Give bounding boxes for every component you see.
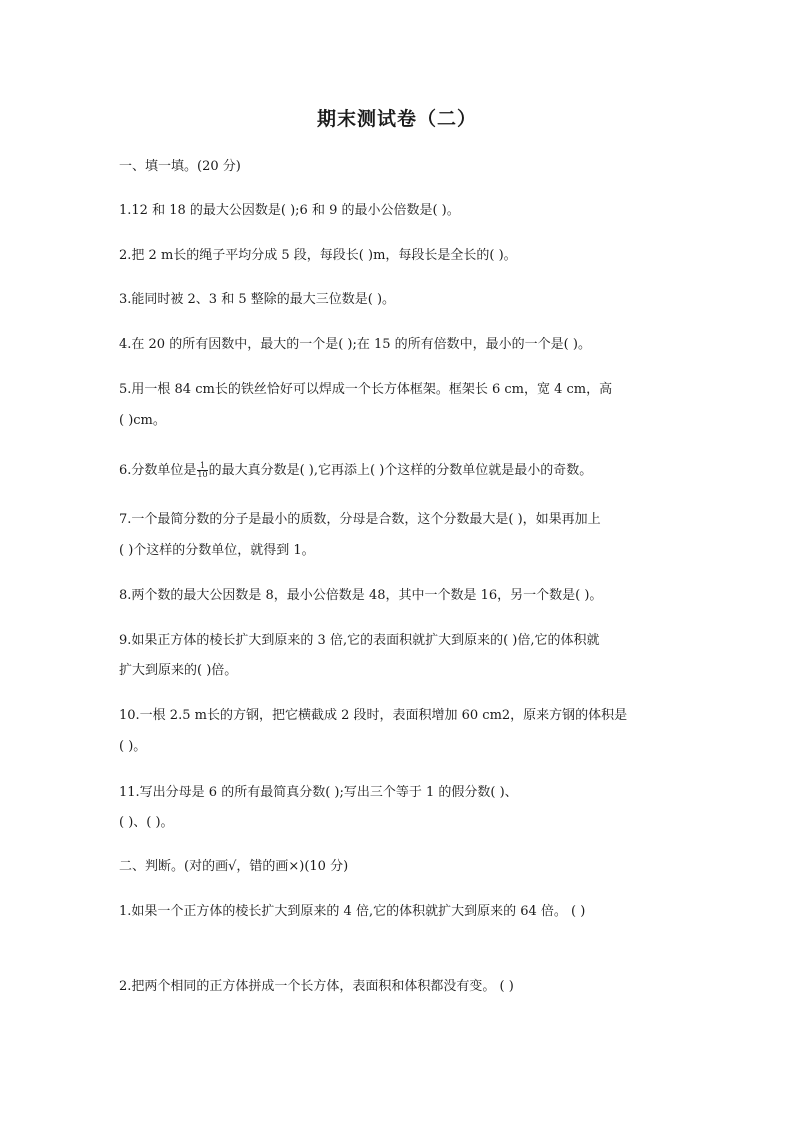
question-1-1: 1.12 和 18 的最大公因数是( );6 和 9 的最小公倍数是( )。	[119, 203, 460, 218]
question-1-9-line-2: 扩大到原来的( )倍。	[119, 663, 238, 678]
question-1-11-line-2: ( )、( )。	[119, 815, 174, 830]
question-1-4: 4.在 20 的所有因数中，最大的一个是( );在 15 的所有倍数中，最小的一个是( )。	[119, 337, 591, 352]
question-1-6-after: 的最大真分数是( ),它再添上( )个这样的分数单位就是最小的奇数。	[208, 463, 593, 478]
question-1-7-line-2: ( )个这样的分数单位，就得到 1。	[119, 543, 315, 558]
question-1-6-before: 6.分数单位是	[119, 463, 197, 478]
question-1-5-line-1: 5.用一根 84 cm长的铁丝恰好可以焊成一个长方体框架。框架长 6 cm，宽 4 cm，高	[119, 382, 613, 397]
question-1-10-line-1: 10.一根 2.5 m长的方钢，把它横截成 2 段时，表面积增加 60 cm2，原来方钢的体积是	[119, 708, 628, 723]
fraction-one-tenth	[197, 462, 207, 479]
question-1-7-line-1: 7.一个最简分数的分子是最小的质数，分母是合数，这个分数最大是( )，如果再加上	[119, 512, 601, 527]
question-1-8: 8.两个数的最大公因数是 8，最小公倍数是 48，其中一个数是 16，另一个数是( )。	[119, 588, 603, 603]
fraction-numerator: 1	[197, 462, 207, 471]
question-1-3: 3.能同时被 2、3 和 5 整除的最大三位数是( )。	[119, 292, 396, 307]
question-1-11-line-1: 11.写出分母是 6 的所有最简真分数( );写出三个等于 1 的假分数( )、	[119, 785, 518, 800]
question-1-10-line-2: ( )。	[119, 739, 147, 754]
fraction-denominator: 10	[197, 470, 208, 479]
page-title: 期末测试卷（二）	[316, 108, 477, 130]
question-2-1: 1.如果一个正方体的棱长扩大到原来的 4 倍,它的体积就扩大到原来的 64 倍。 ( )	[119, 904, 586, 919]
question-1-2: 2.把 2 m长的绳子平均分成 5 段，每段长( )m，每段长是全长的( )。	[119, 248, 517, 263]
question-1-6	[119, 462, 592, 480]
question-2-2: 2.把两个相同的正方体拼成一个长方体，表面积和体积都没有变。 ( )	[119, 979, 514, 994]
question-1-5-line-2: ( )cm。	[119, 413, 166, 428]
section-heading-fill-in: 一、填一填。(20 分)	[119, 159, 241, 174]
section-heading-true-false: 二、判断。(对的画√，错的画×)(10 分)	[119, 859, 349, 874]
question-1-9-line-1: 9.如果正方体的棱长扩大到原来的 3 倍,它的表面积就扩大到原来的( )倍,它的体积就	[119, 633, 600, 648]
